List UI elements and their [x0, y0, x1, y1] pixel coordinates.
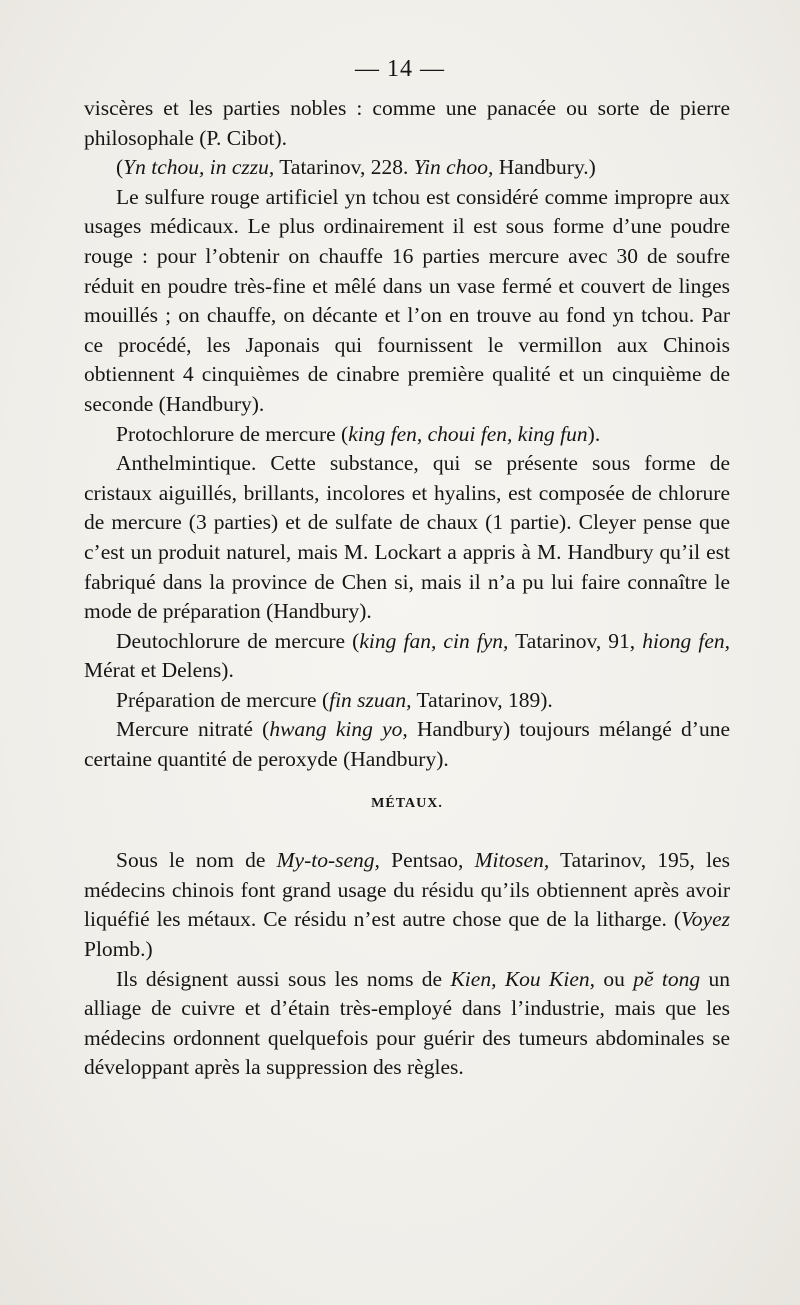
text-run: un alliage de cuivre et d’étain très-employé dans l’industrie, mais que les médecins ordonnent quelquefois pour guérir des tumeurs abdominales se développant après la suppression des règles. — [84, 966, 731, 1080]
italic-term: king fen, choui fen, king fun — [348, 421, 588, 446]
text-run: Mérat et Delens). — [84, 658, 234, 683]
italic-term: Kien, Kou Kien, — [450, 966, 596, 991]
paragraph-1: viscères et les parties nobles : comme une panacée ou sorte de pierre philosophale (P. Cibot). — [84, 96, 730, 150]
text-run: Ils désignent aussi sous les noms de — [116, 966, 451, 991]
paragraph-9-metaux — [84, 846, 730, 964]
page-number-header: — 14 — — [355, 56, 445, 82]
text-run: Protochlorure de mercure ( — [116, 421, 349, 446]
italic-term: Voyez — [681, 907, 730, 932]
text-run: Deutochlorure de mercure ( — [116, 628, 360, 653]
text-run: Pentsao, — [379, 848, 475, 873]
paragraph-2-citation: (Yn tchou, in czzu, Tatarinov, 228. Yin choo, Handbury.) — [116, 155, 596, 180]
text-run: ). — [587, 421, 601, 446]
paragraph-3-sulfure-rouge: Le sulfure rouge artificiel yn tchou est considéré comme impropre aux usages médicaux. Le plus ordinairement il est sous forme d’une poudre rouge : pour l’obtenir on chauffe 16 parties mercure avec 30 de soufre réduit en poudre très-fine et mêlé dans un vase fermé et couvert de linges mouillés ; on chauffe, on décante et l’on en trouve au fond yn tchou. Par ce procédé, les Japonais qui fournissent le vermillon aux Chinois obtiennent 4 cinquièmes de cinabre première qualité et un cinquième de seconde (Handbury). — [84, 184, 730, 416]
italic-term: Yin choo, — [413, 155, 494, 180]
text-run: Plomb.) — [84, 937, 153, 962]
italic-term: hwang king yo, — [269, 717, 408, 742]
text-run: Tatarinov, 189). — [411, 687, 553, 712]
text-run: ou — [595, 966, 634, 991]
text-run: Handbury.) — [493, 155, 596, 180]
italic-term: Mitosen, — [474, 848, 550, 873]
text-run: Tatarinov, 195, les médecins chinois font grand usage du résidu qu’ils obtiennent après avoir liquéfié les métaux. Ce résidu n’est autre chose que de la litharge. ( — [84, 848, 730, 932]
text-run: Sous le nom de — [116, 848, 277, 873]
paragraph-8-mercure-nitrate — [84, 715, 730, 774]
italic-term: fin szuan, — [329, 687, 412, 712]
text-run: Mercure nitraté ( — [116, 717, 270, 742]
italic-term: Yn tchou, in czzu, — [123, 155, 275, 180]
italic-term: king fan, cin fyn, — [359, 628, 509, 653]
paragraph-5-anthelmintique: Anthelmintique. Cette substance, qui se présente sous forme de cristaux aiguillés, brillants, incolores et hyalins, est composée de chlorure de mercure (3 parties) et de sulfate de chaux (1 partie). Cleyer pense que c’est un produit naturel, mais M. Lockart a appris à M. Handbury qu’il est fabriqué dans la province de Chen si, mais il n’a pu lui faire connaître le mode de préparation (Handbury). — [84, 451, 730, 624]
paragraph-6-deutochlorure — [84, 627, 730, 686]
text-run: Tatarinov, 228. — [274, 155, 414, 180]
section-title: MÉTAUX. — [371, 795, 443, 811]
text-run: Handbury) toujours mélangé d’une certaine quantité de peroxyde (Handbury). — [84, 717, 730, 772]
text-run: Préparation de mercure ( — [116, 687, 330, 712]
paragraph-10-alliage — [84, 965, 730, 1083]
italic-term: hiong fen, — [642, 628, 730, 653]
italic-term: pĕ tong — [633, 966, 701, 991]
paragraph-7-preparation — [84, 686, 730, 716]
italic-term: My-to-seng, — [276, 848, 380, 873]
body-text — [84, 94, 730, 1083]
text-run: Tatarinov, 91, — [508, 628, 643, 653]
paragraph-4-protochlorure — [84, 420, 730, 450]
